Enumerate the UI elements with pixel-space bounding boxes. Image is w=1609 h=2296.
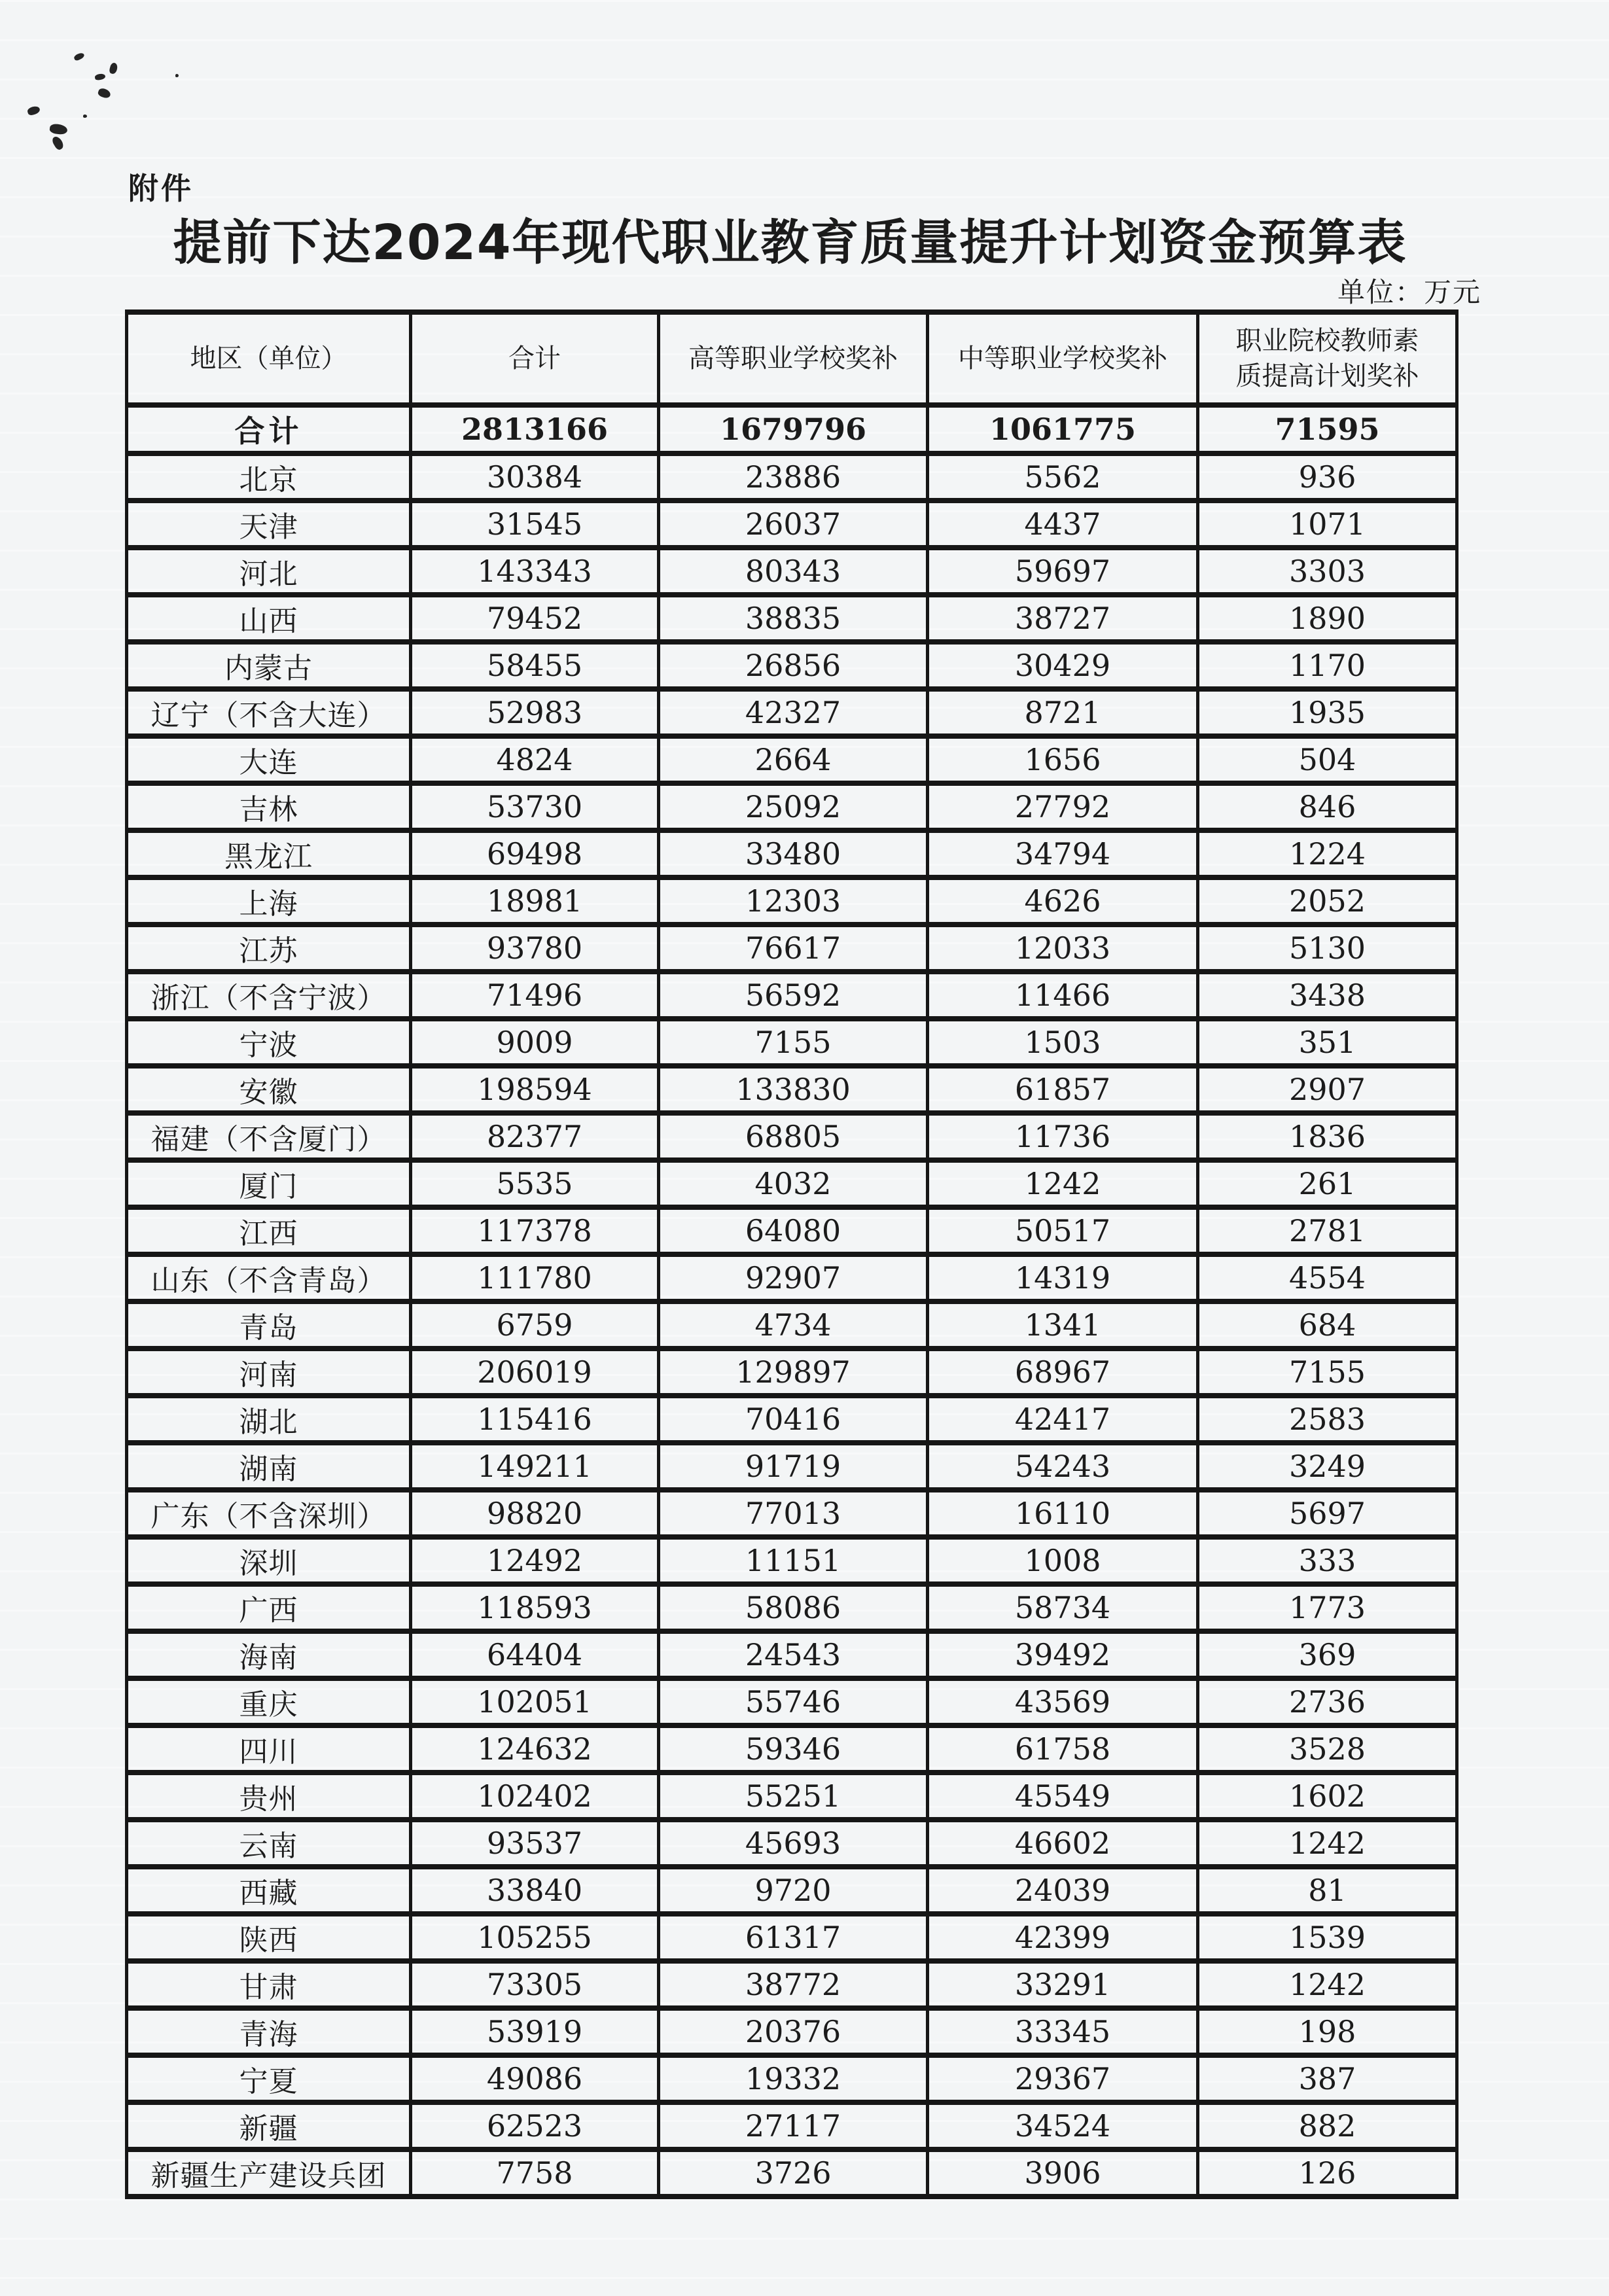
secondary-voc-cell: 16110: [928, 1490, 1198, 1537]
secondary-voc-cell: 8721: [928, 689, 1198, 736]
secondary-voc-cell: 3906: [928, 2149, 1198, 2197]
region-cell: 甘肃: [127, 1961, 411, 2008]
total-cell: 102051: [411, 1678, 659, 1725]
total-cell: 124632: [411, 1725, 659, 1773]
total-cell: 49086: [411, 2055, 659, 2102]
table-body: [127, 405, 1457, 2197]
higher-voc-cell: 91719: [659, 1443, 928, 1490]
table-row: [127, 972, 1457, 1019]
total-cell: 82377: [411, 1113, 659, 1160]
total-cell: 58455: [411, 642, 659, 689]
table-row: [127, 1207, 1457, 1254]
total-cell: 105255: [411, 1914, 659, 1961]
higher-voc-cell: 68805: [659, 1113, 928, 1160]
secondary-voc-cell: 27792: [928, 783, 1198, 830]
table-row: [127, 2055, 1457, 2102]
ink-smudge: [97, 87, 111, 99]
total-cell: 118593: [411, 1584, 659, 1631]
teacher-quality-cell: 1602: [1198, 1773, 1457, 1820]
teacher-quality-cell: 2781: [1198, 1207, 1457, 1254]
table-row: [127, 1678, 1457, 1725]
table-row: [127, 501, 1457, 548]
region-cell: 山东（不含青岛）: [127, 1254, 411, 1301]
total-cell: 111780: [411, 1254, 659, 1301]
total-cell: 206019: [411, 1349, 659, 1396]
secondary-voc-cell: 1061775: [928, 405, 1198, 453]
secondary-voc-cell: 54243: [928, 1443, 1198, 1490]
teacher-quality-cell: 198: [1198, 2008, 1457, 2055]
col-header-secondary-voc: 中等职业学校奖补: [928, 312, 1198, 405]
region-cell: 重庆: [127, 1678, 411, 1725]
higher-voc-cell: 19332: [659, 2055, 928, 2102]
higher-voc-cell: 129897: [659, 1349, 928, 1396]
region-cell: 湖北: [127, 1396, 411, 1443]
region-cell: 深圳: [127, 1537, 411, 1584]
region-cell: 天津: [127, 501, 411, 548]
higher-voc-cell: 133830: [659, 1066, 928, 1113]
table-row: [127, 1914, 1457, 1961]
ink-smudge: [73, 52, 85, 62]
total-cell: 64404: [411, 1631, 659, 1678]
region-cell: 新疆生产建设兵团: [127, 2149, 411, 2197]
secondary-voc-cell: 5562: [928, 453, 1198, 501]
secondary-voc-cell: 1008: [928, 1537, 1198, 1584]
secondary-voc-cell: 50517: [928, 1207, 1198, 1254]
secondary-voc-cell: 1656: [928, 736, 1198, 783]
secondary-voc-cell: 4437: [928, 501, 1198, 548]
table-row: [127, 1631, 1457, 1678]
teacher-quality-cell: 882: [1198, 2102, 1457, 2149]
secondary-voc-cell: 33345: [928, 2008, 1198, 2055]
total-cell: 33840: [411, 1867, 659, 1914]
teacher-quality-cell: 1890: [1198, 595, 1457, 642]
total-cell: 69498: [411, 830, 659, 877]
region-cell: 厦门: [127, 1160, 411, 1207]
higher-voc-cell: 70416: [659, 1396, 928, 1443]
total-cell: 143343: [411, 548, 659, 595]
higher-voc-cell: 55746: [659, 1678, 928, 1725]
teacher-quality-cell: 1242: [1198, 1820, 1457, 1867]
region-cell: 黑龙江: [127, 830, 411, 877]
teacher-quality-cell: 387: [1198, 2055, 1457, 2102]
table-row: [127, 1301, 1457, 1349]
region-cell: 内蒙古: [127, 642, 411, 689]
budget-table: [125, 309, 1459, 2199]
teacher-quality-cell: 71595: [1198, 405, 1457, 453]
total-cell: 93780: [411, 925, 659, 972]
table-row: [127, 1537, 1457, 1584]
col-header-total: 合计: [411, 312, 659, 405]
teacher-quality-cell: 1836: [1198, 1113, 1457, 1160]
secondary-voc-cell: 1341: [928, 1301, 1198, 1349]
teacher-quality-cell: 936: [1198, 453, 1457, 501]
region-cell: 宁波: [127, 1019, 411, 1066]
total-cell: 18981: [411, 877, 659, 925]
secondary-voc-cell: 43569: [928, 1678, 1198, 1725]
region-cell: 上海: [127, 877, 411, 925]
higher-voc-cell: 38772: [659, 1961, 928, 2008]
secondary-voc-cell: 30429: [928, 642, 1198, 689]
secondary-voc-cell: 42417: [928, 1396, 1198, 1443]
teacher-quality-cell: 5130: [1198, 925, 1457, 972]
secondary-voc-cell: 14319: [928, 1254, 1198, 1301]
table-row: [127, 2149, 1457, 2197]
attachment-label: 附件: [128, 171, 194, 206]
table-row: [127, 548, 1457, 595]
secondary-voc-cell: 34524: [928, 2102, 1198, 2149]
total-cell: 53730: [411, 783, 659, 830]
teacher-quality-cell: 2907: [1198, 1066, 1457, 1113]
teacher-quality-cell: 3249: [1198, 1443, 1457, 1490]
higher-voc-cell: 12303: [659, 877, 928, 925]
region-cell: 安徽: [127, 1066, 411, 1113]
higher-voc-cell: 25092: [659, 783, 928, 830]
table-row: [127, 1773, 1457, 1820]
secondary-voc-cell: 46602: [928, 1820, 1198, 1867]
region-cell: 青岛: [127, 1301, 411, 1349]
secondary-voc-cell: 61857: [928, 1066, 1198, 1113]
teacher-quality-cell: 1170: [1198, 642, 1457, 689]
table-row: [127, 1961, 1457, 2008]
higher-voc-cell: 20376: [659, 2008, 928, 2055]
secondary-voc-cell: 68967: [928, 1349, 1198, 1396]
higher-voc-cell: 59346: [659, 1725, 928, 1773]
table-row: [127, 783, 1457, 830]
table-row: [127, 1019, 1457, 1066]
region-cell: 海南: [127, 1631, 411, 1678]
table-row: [127, 1820, 1457, 1867]
higher-voc-cell: 26856: [659, 642, 928, 689]
col-header-higher-voc: 高等职业学校奖补: [659, 312, 928, 405]
total-cell: 12492: [411, 1537, 659, 1584]
header-row: [127, 312, 1457, 405]
table-row: [127, 877, 1457, 925]
total-cell: 93537: [411, 1820, 659, 1867]
region-cell: 湖南: [127, 1443, 411, 1490]
total-cell: 73305: [411, 1961, 659, 2008]
ink-smudge: [27, 105, 41, 116]
higher-voc-cell: 64080: [659, 1207, 928, 1254]
secondary-voc-cell: 4626: [928, 877, 1198, 925]
region-cell: 广西: [127, 1584, 411, 1631]
total-cell: 149211: [411, 1443, 659, 1490]
teacher-quality-cell: 351: [1198, 1019, 1457, 1066]
region-cell: 浙江（不含宁波）: [127, 972, 411, 1019]
total-cell: 52983: [411, 689, 659, 736]
unit-note: 单位：万元: [1337, 276, 1481, 308]
higher-voc-cell: 9720: [659, 1867, 928, 1914]
teacher-quality-cell: 4554: [1198, 1254, 1457, 1301]
region-cell: 合计: [127, 405, 411, 453]
higher-voc-cell: 11151: [659, 1537, 928, 1584]
ink-smudge: [175, 74, 179, 77]
total-cell: 198594: [411, 1066, 659, 1113]
table-row: [127, 1349, 1457, 1396]
table-header: [127, 312, 1457, 405]
higher-voc-cell: 92907: [659, 1254, 928, 1301]
teacher-quality-cell: 504: [1198, 736, 1457, 783]
total-cell: 102402: [411, 1773, 659, 1820]
teacher-quality-cell: 3438: [1198, 972, 1457, 1019]
region-cell: 陕西: [127, 1914, 411, 1961]
teacher-quality-cell: 369: [1198, 1631, 1457, 1678]
higher-voc-cell: 3726: [659, 2149, 928, 2197]
teacher-quality-cell: 1242: [1198, 1961, 1457, 2008]
region-cell: 河南: [127, 1349, 411, 1396]
table-row: [127, 925, 1457, 972]
table-row: [127, 2102, 1457, 2149]
higher-voc-cell: 2664: [659, 736, 928, 783]
teacher-quality-cell: 1539: [1198, 1914, 1457, 1961]
region-cell: 江苏: [127, 925, 411, 972]
total-cell: 117378: [411, 1207, 659, 1254]
secondary-voc-cell: 12033: [928, 925, 1198, 972]
total-cell: 53919: [411, 2008, 659, 2055]
ink-smudge: [83, 115, 87, 118]
region-cell: 北京: [127, 453, 411, 501]
region-cell: 宁夏: [127, 2055, 411, 2102]
total-cell: 5535: [411, 1160, 659, 1207]
region-cell: 江西: [127, 1207, 411, 1254]
secondary-voc-cell: 45549: [928, 1773, 1198, 1820]
total-cell: 30384: [411, 453, 659, 501]
table-row: [127, 1584, 1457, 1631]
higher-voc-cell: 4734: [659, 1301, 928, 1349]
teacher-quality-cell: 1935: [1198, 689, 1457, 736]
total-cell: 6759: [411, 1301, 659, 1349]
secondary-voc-cell: 1503: [928, 1019, 1198, 1066]
table-row: [127, 453, 1457, 501]
higher-voc-cell: 76617: [659, 925, 928, 972]
secondary-voc-cell: 24039: [928, 1867, 1198, 1914]
teacher-quality-cell: 333: [1198, 1537, 1457, 1584]
teacher-quality-cell: 1773: [1198, 1584, 1457, 1631]
higher-voc-cell: 4032: [659, 1160, 928, 1207]
higher-voc-cell: 80343: [659, 548, 928, 595]
higher-voc-cell: 56592: [659, 972, 928, 1019]
higher-voc-cell: 77013: [659, 1490, 928, 1537]
teacher-quality-cell: 3528: [1198, 1725, 1457, 1773]
region-cell: 吉林: [127, 783, 411, 830]
higher-voc-cell: 7155: [659, 1019, 928, 1066]
teacher-quality-cell: 81: [1198, 1867, 1457, 1914]
table-row: [127, 1443, 1457, 1490]
region-cell: 四川: [127, 1725, 411, 1773]
secondary-voc-cell: 61758: [928, 1725, 1198, 1773]
higher-voc-cell: 33480: [659, 830, 928, 877]
secondary-voc-cell: 1242: [928, 1160, 1198, 1207]
ink-smudge: [49, 123, 68, 135]
teacher-quality-cell: 2736: [1198, 1678, 1457, 1725]
higher-voc-cell: 55251: [659, 1773, 928, 1820]
secondary-voc-cell: 34794: [928, 830, 1198, 877]
teacher-quality-cell: 261: [1198, 1160, 1457, 1207]
region-cell: 广东（不含深圳）: [127, 1490, 411, 1537]
higher-voc-cell: 26037: [659, 501, 928, 548]
table-row: [127, 1066, 1457, 1113]
teacher-quality-cell: 3303: [1198, 548, 1457, 595]
teacher-quality-cell: 126: [1198, 2149, 1457, 2197]
table-row: [127, 1490, 1457, 1537]
region-cell: 西藏: [127, 1867, 411, 1914]
secondary-voc-cell: 29367: [928, 2055, 1198, 2102]
region-cell: 大连: [127, 736, 411, 783]
ink-smudge: [94, 73, 105, 81]
teacher-quality-cell: 1224: [1198, 830, 1457, 877]
teacher-quality-cell: 2052: [1198, 877, 1457, 925]
region-cell: 辽宁（不含大连）: [127, 689, 411, 736]
region-cell: 贵州: [127, 1773, 411, 1820]
teacher-quality-cell: 7155: [1198, 1349, 1457, 1396]
teacher-quality-cell: 846: [1198, 783, 1457, 830]
total-cell: 98820: [411, 1490, 659, 1537]
table-row: [127, 1113, 1457, 1160]
table-row: [127, 689, 1457, 736]
table-row: [127, 1254, 1457, 1301]
secondary-voc-cell: 58734: [928, 1584, 1198, 1631]
col-header-teacher-quality: 职业院校教师素 质提高计划奖补: [1198, 312, 1457, 405]
page-title: 提前下达2024年现代职业教育质量提升计划资金预算表: [173, 215, 1407, 271]
table-row: [127, 2008, 1457, 2055]
total-cell: 9009: [411, 1019, 659, 1066]
higher-voc-cell: 38835: [659, 595, 928, 642]
total-cell: 2813166: [411, 405, 659, 453]
higher-voc-cell: 27117: [659, 2102, 928, 2149]
secondary-voc-cell: 42399: [928, 1914, 1198, 1961]
higher-voc-cell: 58086: [659, 1584, 928, 1631]
table-row: [127, 1160, 1457, 1207]
higher-voc-cell: 23886: [659, 453, 928, 501]
table-row: [127, 595, 1457, 642]
higher-voc-cell: 1679796: [659, 405, 928, 453]
total-cell: 7758: [411, 2149, 659, 2197]
total-cell: 79452: [411, 595, 659, 642]
higher-voc-cell: 42327: [659, 689, 928, 736]
table-row: [127, 642, 1457, 689]
col-header-region: 地区（单位）: [127, 312, 411, 405]
total-cell: 71496: [411, 972, 659, 1019]
region-cell: 新疆: [127, 2102, 411, 2149]
region-cell: 青海: [127, 2008, 411, 2055]
table-row: [127, 736, 1457, 783]
teacher-quality-cell: 684: [1198, 1301, 1457, 1349]
total-cell: 62523: [411, 2102, 659, 2149]
secondary-voc-cell: 39492: [928, 1631, 1198, 1678]
region-cell: 河北: [127, 548, 411, 595]
total-cell: 4824: [411, 736, 659, 783]
region-cell: 云南: [127, 1820, 411, 1867]
secondary-voc-cell: 59697: [928, 548, 1198, 595]
higher-voc-cell: 24543: [659, 1631, 928, 1678]
region-cell: 山西: [127, 595, 411, 642]
table-row: [127, 1396, 1457, 1443]
secondary-voc-cell: 11736: [928, 1113, 1198, 1160]
total-cell: 115416: [411, 1396, 659, 1443]
ink-smudge: [109, 62, 118, 75]
higher-voc-cell: 61317: [659, 1914, 928, 1961]
total-row: [127, 405, 1457, 453]
total-cell: 31545: [411, 501, 659, 548]
teacher-quality-cell: 5697: [1198, 1490, 1457, 1537]
higher-voc-cell: 45693: [659, 1820, 928, 1867]
secondary-voc-cell: 38727: [928, 595, 1198, 642]
secondary-voc-cell: 33291: [928, 1961, 1198, 2008]
teacher-quality-cell: 1071: [1198, 501, 1457, 548]
table-row: [127, 830, 1457, 877]
table-row: [127, 1867, 1457, 1914]
ink-smudge: [51, 135, 65, 151]
region-cell: 福建（不含厦门）: [127, 1113, 411, 1160]
teacher-quality-cell: 2583: [1198, 1396, 1457, 1443]
table-row: [127, 1725, 1457, 1773]
secondary-voc-cell: 11466: [928, 972, 1198, 1019]
